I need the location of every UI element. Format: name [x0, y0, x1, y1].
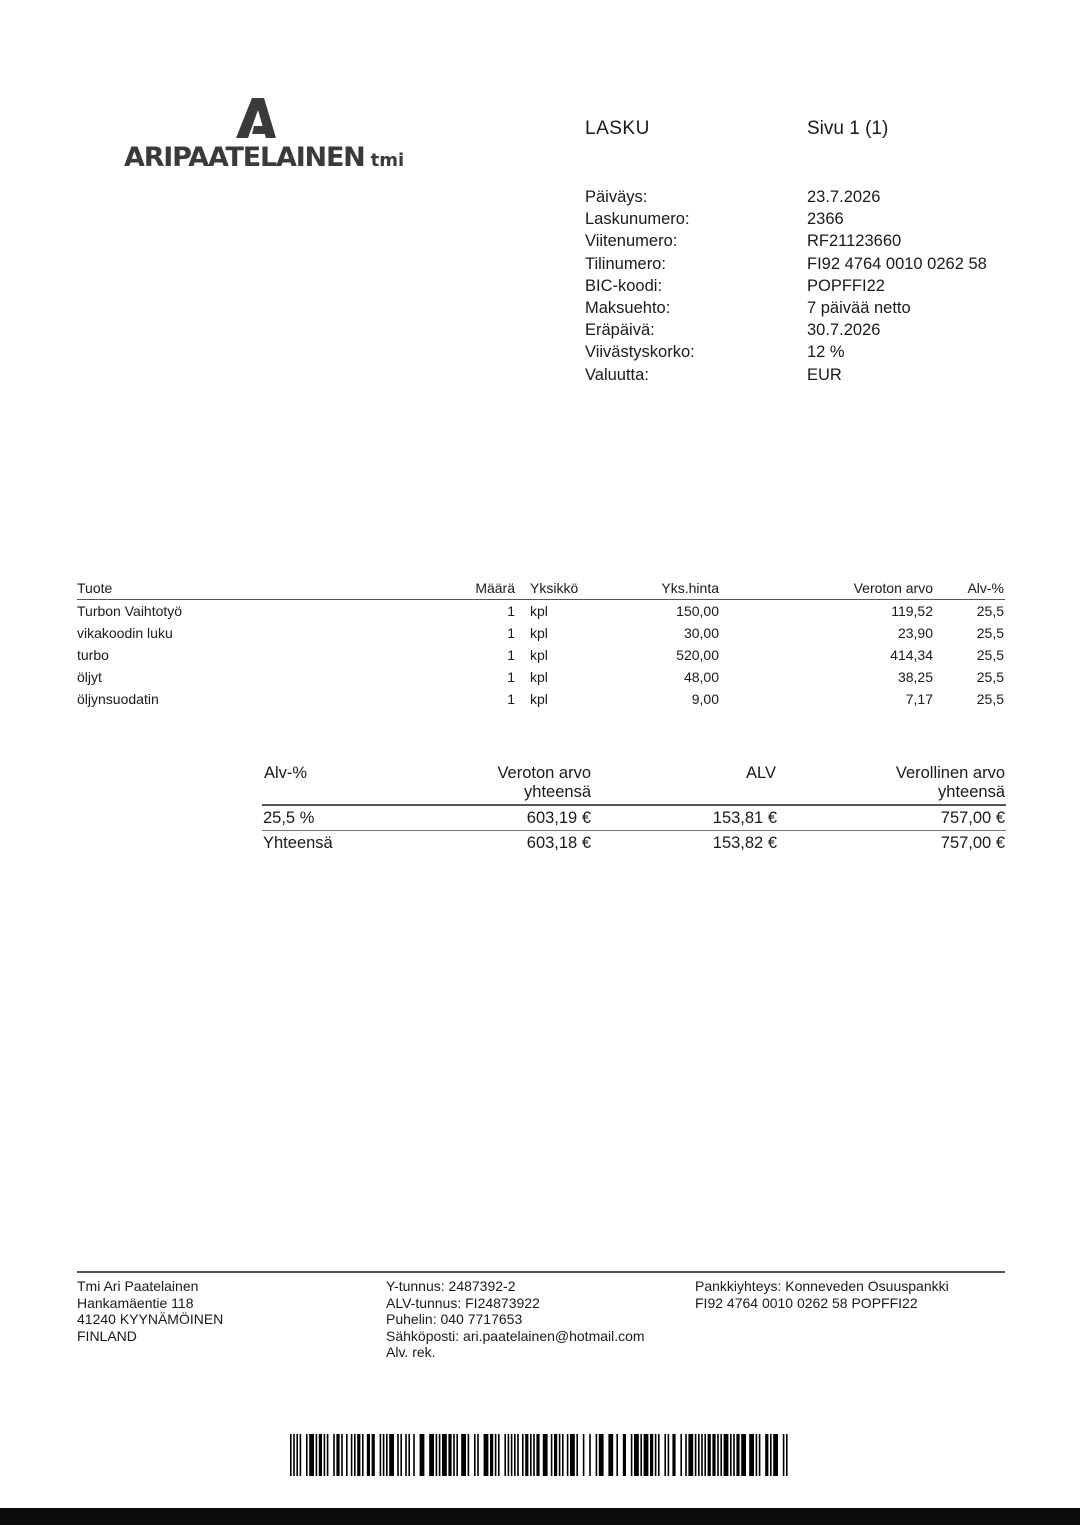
barcode-bar	[477, 1434, 479, 1476]
vat-cell-gross: 757,00 €	[940, 834, 1005, 852]
cell-unit: kpl	[530, 603, 548, 619]
cell-vat-percent: 25,5	[976, 669, 1004, 685]
barcode-bar	[759, 1434, 761, 1476]
barcode-bar	[749, 1434, 754, 1476]
barcode-bar	[306, 1434, 308, 1476]
cell-product: öljynsuodatin	[77, 691, 159, 707]
barcode-bar	[504, 1434, 506, 1476]
cell-vat-percent: 25,5	[976, 625, 1004, 641]
header-product: Tuote	[77, 580, 113, 596]
barcode-bar	[525, 1434, 528, 1476]
footer-bank-info: Pankkiyhteys: Konneveden Osuuspankki FI92 4764 0010 0262 58 POPFFI22	[695, 1278, 949, 1311]
barcode-bar	[461, 1434, 466, 1476]
items-table	[77, 577, 1005, 710]
cell-vat-percent: 25,5	[976, 691, 1004, 707]
vat-header-row	[262, 762, 1006, 806]
barcode-bar	[448, 1434, 451, 1476]
cell-net-value: 414,34	[890, 647, 933, 663]
footer-divider	[77, 1271, 1005, 1273]
cell-product: öljyt	[77, 669, 102, 685]
barcode-bar	[708, 1434, 711, 1476]
logo-a-icon	[234, 96, 278, 140]
barcode-bar	[786, 1434, 788, 1476]
barcode-bar	[554, 1434, 557, 1476]
barcode-bar	[397, 1434, 399, 1476]
barcode-bar	[736, 1434, 739, 1476]
barcode-bar	[389, 1434, 394, 1476]
barcode-bar	[324, 1434, 326, 1476]
cell-unit-price: 9,00	[691, 691, 719, 707]
barcode-bar	[688, 1434, 693, 1476]
table-row	[77, 644, 1005, 666]
barcode-bar	[783, 1434, 785, 1476]
barcode-bar	[517, 1434, 519, 1476]
cell-product: vikakoodin luku	[77, 625, 173, 641]
barcode-bar	[668, 1434, 670, 1476]
table-row	[77, 666, 1005, 688]
barcode-bar	[644, 1434, 649, 1476]
cell-net-value: 7,17	[905, 691, 933, 707]
barcode-bar	[608, 1434, 613, 1476]
barcode-bar	[730, 1434, 732, 1476]
barcode-bar	[533, 1434, 535, 1476]
cell-unit-price: 48,00	[683, 669, 719, 685]
barcode-bar	[695, 1434, 697, 1476]
vat-cell-rate: Yhteensä	[263, 834, 333, 852]
barcode-bar	[576, 1434, 578, 1476]
barcode-bar	[530, 1434, 532, 1476]
barcode-bar	[442, 1434, 447, 1476]
barcode-bar	[583, 1434, 585, 1476]
barcode-bar	[386, 1434, 388, 1476]
cell-unit: kpl	[530, 691, 548, 707]
barcode-bar	[741, 1434, 746, 1476]
vat-cell-net: 603,19 €	[526, 809, 591, 827]
vat-header-net: Veroton arvo yhteensä	[497, 764, 591, 801]
bottom-edge-bar	[0, 1508, 1080, 1525]
barcode-bar	[341, 1434, 343, 1476]
cell-net-value: 23,90	[897, 625, 933, 641]
cell-product: turbo	[77, 647, 109, 663]
header-quantity: Määrä	[475, 580, 515, 596]
cell-quantity: 1	[507, 691, 515, 707]
barcode-bar	[599, 1434, 604, 1476]
barcode-bar	[296, 1434, 298, 1476]
barcode-bar	[559, 1434, 561, 1476]
barcode-bar	[596, 1434, 598, 1476]
vat-cell-vat: 153,81 €	[712, 809, 777, 827]
barcode-bar	[570, 1434, 575, 1476]
barcode-bar	[543, 1434, 548, 1476]
barcode-bar	[701, 1434, 703, 1476]
barcode-bar	[640, 1434, 642, 1476]
barcode-bar	[511, 1434, 513, 1476]
barcode-bar	[333, 1434, 335, 1476]
barcode-bar	[672, 1434, 675, 1476]
barcode-bar	[309, 1434, 314, 1476]
barcode-bar	[380, 1434, 382, 1476]
vat-cell-net: 603,18 €	[526, 834, 591, 852]
table-row	[77, 688, 1005, 710]
barcode-bar	[717, 1434, 719, 1476]
table-row	[77, 600, 1005, 622]
cell-unit: kpl	[530, 669, 548, 685]
payment-barcode	[290, 1434, 790, 1476]
barcode-bar	[413, 1434, 415, 1476]
cell-unit-price: 520,00	[676, 647, 719, 663]
barcode-bar	[468, 1434, 470, 1476]
barcode-bar	[362, 1434, 364, 1476]
barcode-bar	[498, 1434, 500, 1476]
barcode-bar	[300, 1434, 302, 1476]
barcode-bar	[351, 1434, 353, 1476]
items-header-row	[77, 577, 1005, 600]
vat-header-gross: Verollinen arvo yhteensä	[895, 764, 1005, 801]
barcode-bar	[316, 1434, 318, 1476]
document-title: LASKU	[585, 118, 650, 139]
barcode-bar	[367, 1434, 370, 1476]
barcode-bar	[293, 1434, 295, 1476]
cell-vat-percent: 25,5	[976, 647, 1004, 663]
barcode-bar	[634, 1434, 639, 1476]
vat-header-vat: ALV	[746, 764, 776, 782]
cell-unit: kpl	[530, 647, 548, 663]
barcode-bar	[733, 1434, 735, 1476]
header-net-value: Veroton arvo	[853, 580, 933, 596]
barcode-bar	[372, 1434, 375, 1476]
barcode-bar	[514, 1434, 516, 1476]
barcode-bar	[357, 1434, 360, 1476]
vat-rate-row	[262, 806, 1006, 831]
cell-quantity: 1	[507, 625, 515, 641]
barcode-bar	[756, 1434, 758, 1476]
cell-vat-percent: 25,5	[976, 603, 1004, 619]
barcode-bar	[346, 1434, 348, 1476]
vat-cell-gross: 757,00 €	[940, 809, 1005, 827]
vat-summary-table	[262, 762, 1006, 855]
barcode-bar	[290, 1434, 292, 1476]
barcode-bar	[623, 1434, 626, 1476]
barcode-bar	[400, 1434, 402, 1476]
barcode-bar	[562, 1434, 564, 1476]
barcode-bar	[773, 1434, 778, 1476]
barcode-bar	[474, 1434, 476, 1476]
header-unit: Yksikkö	[530, 580, 579, 596]
barcode-bar	[631, 1434, 633, 1476]
vat-total-row	[262, 831, 1006, 855]
barcode-bar	[508, 1434, 510, 1476]
cell-product: Turbon Vaihtotyö	[77, 603, 183, 619]
vat-cell-vat: 153,82 €	[712, 834, 777, 852]
barcode-bar	[383, 1434, 385, 1476]
barcode-bar	[650, 1434, 653, 1476]
barcode-bar	[408, 1434, 410, 1476]
footer-company-ids: Y-tunnus: 2487392-2 ALV-tunnus: FI24873922 Puhelin: 040 7717653 Sähköposti: ari.paatelainen@hotmail.com Alv. rek.	[386, 1278, 645, 1360]
barcode-bar	[522, 1434, 524, 1476]
cell-unit: kpl	[530, 625, 548, 641]
barcode-bar	[453, 1434, 455, 1476]
vat-cell-rate: 25,5 %	[263, 809, 315, 827]
barcode-bar	[336, 1434, 339, 1476]
vat-header-rate: Alv-%	[264, 764, 308, 782]
barcode-bar	[484, 1434, 489, 1476]
barcode-bar	[319, 1434, 322, 1476]
barcode-bar	[429, 1434, 434, 1476]
cell-unit-price: 150,00	[676, 603, 719, 619]
barcode-bar	[551, 1434, 553, 1476]
table-row	[77, 622, 1005, 644]
barcode-bar	[354, 1434, 356, 1476]
barcode-bar	[536, 1434, 539, 1476]
cell-net-value: 119,52	[891, 603, 933, 619]
barcode-bar	[405, 1434, 407, 1476]
barcode-bar	[658, 1434, 660, 1476]
barcode-bar	[712, 1434, 715, 1476]
barcode-bar	[655, 1434, 657, 1476]
header-vat-percent: Alv-%	[967, 580, 1004, 596]
barcode-bar	[589, 1434, 591, 1476]
cell-quantity: 1	[507, 647, 515, 663]
barcode-bar	[490, 1434, 493, 1476]
barcode-bar	[567, 1434, 569, 1476]
barcode-bar	[680, 1434, 682, 1476]
barcode-bar	[698, 1434, 700, 1476]
barcode-bar	[495, 1434, 497, 1476]
barcode-bar	[664, 1434, 666, 1476]
footer-company-address: Tmi Ari Paatelainen Hankamäentie 118 41240 KYYNÄMÖINEN FINLAND	[77, 1278, 224, 1344]
barcode-bar	[765, 1434, 768, 1476]
header-unit-price: Yks.hinta	[661, 580, 719, 596]
cell-unit-price: 30,00	[683, 625, 719, 641]
barcode-bar	[439, 1434, 441, 1476]
barcode-bar	[724, 1434, 729, 1476]
cell-net-value: 38,25	[897, 669, 933, 685]
barcode-bar	[436, 1434, 438, 1476]
barcode-bar	[420, 1434, 425, 1476]
company-logo	[124, 96, 424, 176]
barcode-bar	[685, 1434, 687, 1476]
page-number: Sivu 1 (1)	[807, 118, 889, 139]
logo-wordmark: ARIPAATELAINEN tmi	[124, 142, 405, 173]
barcode-bar	[704, 1434, 706, 1476]
cell-quantity: 1	[507, 603, 515, 619]
barcode-bar	[770, 1434, 772, 1476]
cell-quantity: 1	[507, 669, 515, 685]
barcode-bar	[456, 1434, 458, 1476]
barcode-bar	[327, 1434, 329, 1476]
barcode-bar	[616, 1434, 618, 1476]
barcode-bar	[720, 1434, 722, 1476]
